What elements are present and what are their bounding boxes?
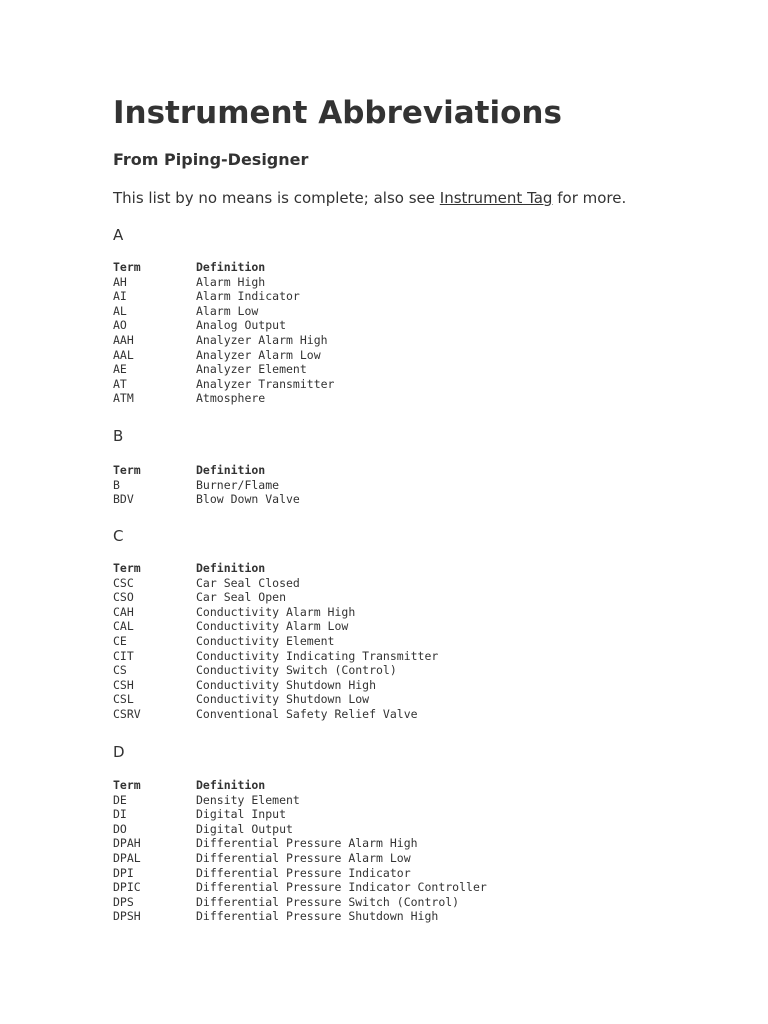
- intro-text-before: This list by no means is complete; also see: [113, 189, 440, 207]
- section-heading-c: C: [113, 527, 124, 545]
- table-header-row: [113, 561, 438, 576]
- definition-cell: Blow Down Valve: [196, 492, 300, 507]
- table-row: [113, 649, 438, 664]
- table-row: [113, 590, 438, 605]
- table-row: [113, 318, 334, 333]
- abbreviation-table-b: [113, 463, 300, 507]
- definition-cell: Atmosphere: [196, 391, 266, 406]
- term-cell: CSO: [113, 590, 134, 605]
- definition-cell: Differential Pressure Indicator Controller: [196, 880, 487, 895]
- term-cell: CAH: [113, 604, 134, 619]
- definition-cell: Conductivity Shutdown High: [196, 677, 377, 692]
- definition-column-header: Definition: [196, 463, 266, 477]
- definition-column-header: Definition: [196, 260, 266, 274]
- definition-cell: Conductivity Element: [196, 633, 335, 648]
- table-row: [113, 605, 438, 620]
- term-column-header: Term: [113, 260, 141, 274]
- table-row: [113, 909, 487, 924]
- table-row: [113, 707, 438, 722]
- abbreviation-table-d: [113, 778, 487, 924]
- term-cell: DPAL: [113, 850, 141, 865]
- table-row: [113, 880, 487, 895]
- section-heading-d: D: [113, 743, 125, 761]
- table-row: [113, 362, 334, 377]
- table-row: [113, 275, 334, 290]
- table-row: [113, 895, 487, 910]
- table-header-row: [113, 778, 487, 793]
- definition-cell: Alarm Indicator: [196, 289, 300, 304]
- definition-cell: Analog Output: [196, 318, 287, 333]
- definition-cell: Conductivity Shutdown Low: [196, 692, 370, 707]
- term-column-header: Term: [113, 561, 141, 575]
- term-cell: AE: [113, 362, 127, 377]
- definition-cell: Differential Pressure Shutdown High: [196, 909, 439, 924]
- definition-cell: Analyzer Transmitter: [196, 376, 335, 391]
- table-row: [113, 377, 334, 392]
- definition-cell: Differential Pressure Indicator: [196, 865, 411, 880]
- definition-cell: Analyzer Alarm High: [196, 332, 328, 347]
- definition-cell: Conductivity Alarm High: [196, 604, 356, 619]
- table-row: [113, 289, 334, 304]
- term-cell: CSRV: [113, 706, 141, 721]
- definition-cell: Car Seal Open: [196, 590, 287, 605]
- definition-cell: Analyzer Alarm Low: [196, 347, 321, 362]
- term-cell: AO: [113, 318, 127, 333]
- term-cell: CS: [113, 663, 127, 678]
- table-row: [113, 678, 438, 693]
- definition-cell: Burner/Flame: [196, 477, 280, 492]
- intro-paragraph: [113, 187, 626, 209]
- abbreviation-table-c: [113, 561, 438, 722]
- table-row: [113, 634, 438, 649]
- definition-cell: Conductivity Alarm Low: [196, 619, 349, 634]
- term-cell: CIT: [113, 648, 134, 663]
- term-cell: DPSH: [113, 909, 141, 924]
- term-cell: ATM: [113, 391, 134, 406]
- definition-cell: Digital Output: [196, 821, 293, 836]
- intro-text-after: for more.: [552, 189, 627, 207]
- definition-cell: Digital Input: [196, 807, 287, 822]
- definition-column-header: Definition: [196, 561, 266, 575]
- term-cell: DO: [113, 821, 127, 836]
- section-heading-b: B: [113, 427, 124, 445]
- term-cell: BDV: [113, 492, 134, 507]
- term-cell: AT: [113, 376, 127, 391]
- term-cell: CE: [113, 633, 127, 648]
- term-column-header: Term: [113, 463, 141, 477]
- term-cell: DPIC: [113, 880, 141, 895]
- term-column-header: Term: [113, 778, 141, 792]
- section-heading-a: A: [113, 226, 124, 244]
- table-row: [113, 836, 487, 851]
- table-row: [113, 663, 438, 678]
- abbreviation-table-a: [113, 260, 334, 406]
- term-cell: DE: [113, 792, 127, 807]
- definition-column-header: Definition: [196, 778, 266, 792]
- table-row: [113, 822, 487, 837]
- term-cell: AAH: [113, 332, 134, 347]
- table-header-row: [113, 463, 300, 478]
- term-cell: AH: [113, 274, 127, 289]
- table-row: [113, 304, 334, 319]
- definition-cell: Differential Pressure Alarm Low: [196, 850, 411, 865]
- table-header-row: [113, 260, 334, 275]
- table-row: [113, 692, 438, 707]
- term-cell: DPI: [113, 865, 134, 880]
- table-row: [113, 348, 334, 363]
- table-row: [113, 807, 487, 822]
- definition-cell: Alarm High: [196, 274, 266, 289]
- term-cell: AAL: [113, 347, 134, 362]
- term-cell: DI: [113, 807, 127, 822]
- table-row: [113, 492, 300, 507]
- table-row: [113, 866, 487, 881]
- term-cell: DPAH: [113, 836, 141, 851]
- table-row: [113, 793, 487, 808]
- definition-cell: Car Seal Closed: [196, 575, 300, 590]
- page-title: Instrument Abbreviations: [113, 95, 562, 131]
- definition-cell: Differential Pressure Switch (Control): [196, 894, 460, 909]
- term-cell: AI: [113, 289, 127, 304]
- term-cell: B: [113, 477, 120, 492]
- page-subtitle: From Piping-Designer: [113, 150, 309, 169]
- term-cell: CSL: [113, 692, 134, 707]
- definition-cell: Conventional Safety Relief Valve: [196, 706, 418, 721]
- term-cell: AL: [113, 303, 127, 318]
- instrument-tag-link[interactable]: Instrument Tag: [439, 189, 553, 207]
- term-cell: CAL: [113, 619, 134, 634]
- definition-cell: Alarm Low: [196, 303, 259, 318]
- definition-cell: Differential Pressure Alarm High: [196, 836, 418, 851]
- definition-cell: Analyzer Element: [196, 362, 307, 377]
- definition-cell: Conductivity Indicating Transmitter: [196, 648, 439, 663]
- term-cell: CSC: [113, 575, 134, 590]
- term-cell: CSH: [113, 677, 134, 692]
- table-row: [113, 333, 334, 348]
- table-row: [113, 576, 438, 591]
- term-cell: DPS: [113, 894, 134, 909]
- table-row: [113, 391, 334, 406]
- table-row: [113, 619, 438, 634]
- definition-cell: Conductivity Switch (Control): [196, 663, 397, 678]
- table-row: [113, 851, 487, 866]
- definition-cell: Density Element: [196, 792, 300, 807]
- table-row: [113, 478, 300, 493]
